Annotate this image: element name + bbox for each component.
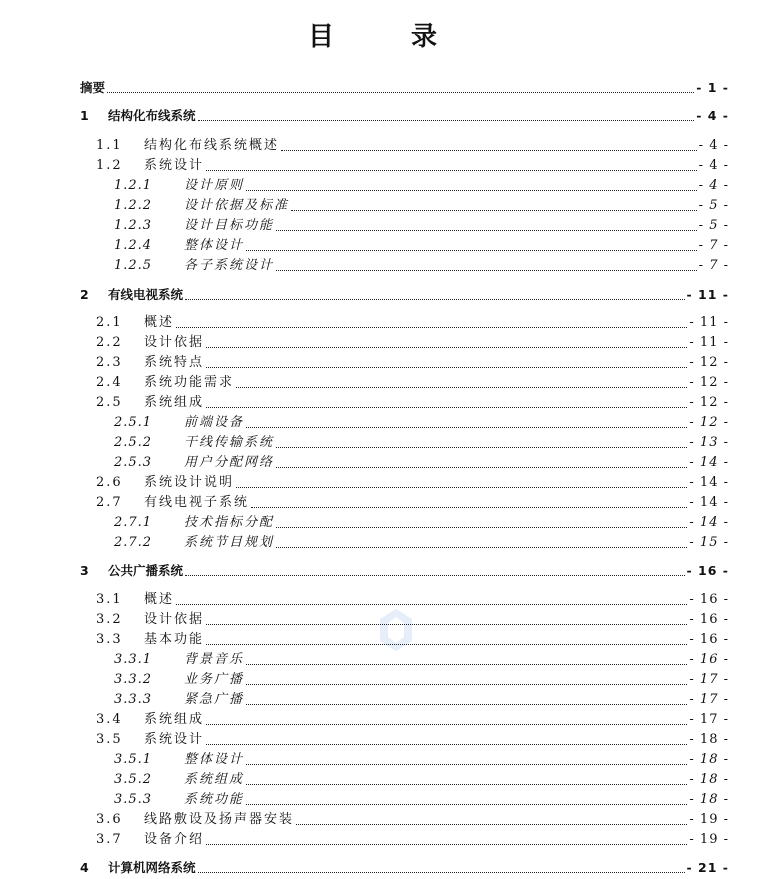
toc-entry-title: 系统功能需求 (144, 375, 235, 390)
toc-dot-leader (246, 764, 687, 765)
toc-entry-title: 用户分配网络 (184, 455, 275, 470)
toc-entry-number: 3.5.3 (114, 792, 153, 807)
toc-entry-page: - 11 - (689, 315, 729, 330)
toc-entry-page: - 14 - (689, 455, 729, 470)
toc-entry-number: 1.2.3 (114, 218, 153, 233)
toc-entry-page: - 7 - (698, 258, 729, 273)
toc-entry-number: 2.2 (96, 335, 123, 350)
toc-entry-page: - 4 - (698, 138, 729, 153)
toc-entry-page: - 4 - (698, 178, 729, 193)
toc-entry-number: 3.7 (96, 832, 123, 847)
toc-dot-leader (246, 784, 687, 785)
toc-entry-number: 3.6 (96, 812, 123, 827)
toc-entry-page: - 14 - (689, 495, 729, 510)
toc-entry-title: 设计依据及标准 (184, 198, 290, 213)
toc-entry[interactable] (96, 494, 729, 512)
toc-entry-number: 3.5 (96, 732, 123, 747)
toc-entry-title: 有线电视子系统 (144, 495, 250, 510)
toc-entry[interactable] (114, 791, 729, 809)
toc-dot-leader (246, 427, 687, 428)
toc-entry-page: - 12 - (689, 375, 729, 390)
toc-dot-leader (236, 487, 687, 488)
toc-entry[interactable] (114, 771, 729, 789)
toc-entry-number: 3.3 (96, 632, 123, 647)
toc-entry-number: 2.5.3 (114, 455, 153, 470)
toc-entry-page: - 5 - (698, 198, 729, 213)
toc-entry-page: - 16 - (689, 592, 729, 607)
toc-dot-leader (251, 507, 687, 508)
toc-entry-title: 设备介绍 (144, 832, 205, 847)
toc-entry-number: 3.1 (96, 592, 123, 607)
toc-entry-title: 设计依据 (144, 612, 205, 627)
toc-entry[interactable] (96, 137, 729, 155)
toc-entry-page: - 14 - (689, 475, 729, 490)
toc-entry-page: - 18 - (689, 732, 729, 747)
toc-dot-leader (276, 547, 687, 548)
toc-dot-leader (246, 664, 687, 665)
toc-entry-number: 2.3 (96, 355, 123, 370)
toc-dot-leader (176, 604, 687, 605)
toc-dot-leader (276, 447, 687, 448)
toc-entry[interactable] (96, 394, 729, 412)
toc-entry-page: - 17 - (689, 712, 729, 727)
toc-dot-leader (276, 527, 687, 528)
toc-entry[interactable] (114, 197, 729, 215)
toc-entry-page: - 1 - (696, 80, 729, 95)
toc-entry[interactable] (96, 354, 729, 372)
toc-entry-number: 1.2 (96, 158, 123, 173)
toc-entry-title: 前端设备 (184, 415, 245, 430)
toc-entry[interactable] (114, 691, 729, 709)
toc-entry[interactable] (114, 751, 729, 769)
toc-dot-leader (107, 92, 694, 93)
toc-dot-leader (246, 804, 687, 805)
toc-dot-leader (276, 467, 687, 468)
toc-entry-number: 1.2.1 (114, 178, 153, 193)
toc-dot-leader (281, 150, 697, 151)
toc-entry-number: 1.1 (96, 138, 123, 153)
toc-entry-title: 系统组成 (144, 712, 205, 727)
toc-entry-title: 结构化布线系统概述 (144, 138, 280, 153)
toc-entry[interactable] (96, 334, 729, 352)
toc-entry-page: - 18 - (689, 772, 729, 787)
toc-entry-title: 设计目标功能 (184, 218, 275, 233)
toc-entry-title: 设计依据 (144, 335, 205, 350)
toc-entry-title: 整体设计 (184, 752, 245, 767)
toc-entry[interactable] (114, 177, 729, 195)
toc-entry-number: 1.2.4 (114, 238, 153, 253)
toc-entry-title: 有线电视系统 (108, 287, 184, 302)
toc-dot-leader (206, 367, 687, 368)
toc-entry-number: 2 (80, 287, 89, 302)
toc-entry[interactable] (96, 831, 729, 849)
toc-dot-leader (206, 347, 687, 348)
toc-entry-title: 线路敷设及扬声器安装 (144, 812, 295, 827)
toc-entry-page: - 12 - (689, 395, 729, 410)
toc-dot-leader (276, 270, 697, 271)
toc-entry-title: 业务广播 (184, 672, 245, 687)
toc-entry-number: 4 (80, 860, 89, 875)
toc-entry[interactable] (96, 731, 729, 749)
toc-entry-number: 1 (80, 108, 89, 123)
toc-dot-leader (236, 387, 687, 388)
toc-entry[interactable] (80, 107, 729, 125)
toc-entry-number: 1.2.2 (114, 198, 153, 213)
toc-entry[interactable] (80, 286, 729, 304)
toc-dot-leader (206, 407, 687, 408)
toc-dot-leader (206, 644, 687, 645)
toc-entry[interactable] (114, 414, 729, 432)
toc-entry-number: 2.5 (96, 395, 123, 410)
toc-entry-number: 2.7.1 (114, 515, 153, 530)
toc-entry-page: - 16 - (689, 612, 729, 627)
toc-dot-leader (206, 170, 697, 171)
toc-entry-number: 3.2 (96, 612, 123, 627)
toc-entry-number: 3 (80, 563, 89, 578)
toc-entry[interactable] (114, 534, 729, 552)
toc-entry-page: - 11 - (686, 287, 729, 302)
toc-dot-leader (198, 872, 685, 873)
toc-dot-leader (206, 724, 687, 725)
toc-entry-page: - 18 - (689, 752, 729, 767)
toc-entry[interactable] (114, 217, 729, 235)
toc-entry-number: 3.3.1 (114, 652, 153, 667)
toc-entry-title: 设计原则 (184, 178, 245, 193)
toc-entry-title: 系统设计 (144, 158, 205, 173)
toc-entry-number: 3.3.3 (114, 692, 153, 707)
toc-entry-number: 3.5.1 (114, 752, 153, 767)
toc-dot-leader (246, 190, 697, 191)
toc-entry-page: - 16 - (686, 563, 729, 578)
toc-entry-number: 3.3.2 (114, 672, 153, 687)
toc-entry-page: - 18 - (689, 792, 729, 807)
toc-entry-number: 2.5.1 (114, 415, 153, 430)
toc-entry-page: - 15 - (689, 535, 729, 550)
toc-entry-number: 2.5.2 (114, 435, 153, 450)
toc-entry-page: - 12 - (689, 355, 729, 370)
toc-entry-title: 技术指标分配 (184, 515, 275, 530)
toc-dot-leader (246, 684, 687, 685)
toc-entry-page: - 4 - (698, 158, 729, 173)
toc-entry-title: 干线传输系统 (184, 435, 275, 450)
toc-entry-number: 3.4 (96, 712, 123, 727)
toc-entry-page: - 17 - (689, 672, 729, 687)
toc-entry[interactable] (96, 374, 729, 392)
toc-entry[interactable] (96, 314, 729, 332)
page-title: 目 录 (307, 22, 472, 52)
toc-entry-page: - 14 - (689, 515, 729, 530)
toc-entry-number: 3.5.2 (114, 772, 153, 787)
toc-entry[interactable] (114, 257, 729, 275)
toc-entry[interactable] (96, 811, 729, 829)
toc-entry-title: 各子系统设计 (184, 258, 275, 273)
toc-dot-leader (206, 744, 687, 745)
toc-entry[interactable] (96, 631, 729, 649)
toc-entry-title: 系统组成 (144, 395, 205, 410)
toc-entry[interactable] (96, 474, 729, 492)
toc-entry[interactable] (114, 454, 729, 472)
toc-dot-leader (206, 844, 687, 845)
toc-entry-title: 结构化布线系统 (108, 108, 196, 123)
toc-dot-leader (246, 704, 687, 705)
toc-entry-number: 2.6 (96, 475, 123, 490)
toc-entry[interactable] (80, 562, 729, 580)
toc-dot-leader (276, 230, 697, 231)
toc-dot-leader (206, 624, 687, 625)
toc-entry[interactable] (114, 651, 729, 669)
toc-dot-leader (291, 210, 697, 211)
toc-entry-title: 系统设计 (144, 732, 205, 747)
toc-entry-title: 计算机网络系统 (108, 860, 196, 875)
toc-entry-page: - 13 - (689, 435, 729, 450)
toc-entry[interactable] (96, 711, 729, 729)
toc-entry[interactable] (114, 514, 729, 532)
toc-entry-page: - 16 - (689, 652, 729, 667)
toc-dot-leader (185, 299, 685, 300)
toc-entry-title: 系统特点 (144, 355, 205, 370)
toc-entry-title: 摘要 (80, 80, 106, 95)
toc-entry-page: - 12 - (689, 415, 729, 430)
toc-entry-number: 2.7 (96, 495, 123, 510)
toc-entry-title: 系统节目规划 (184, 535, 275, 550)
toc-entry-title: 基本功能 (144, 632, 205, 647)
toc-dot-leader (246, 250, 697, 251)
toc-dot-leader (176, 327, 687, 328)
toc-entry[interactable] (80, 859, 729, 877)
toc-dot-leader (296, 824, 687, 825)
toc-entry-title: 系统组成 (184, 772, 245, 787)
toc-entry-title: 系统设计说明 (144, 475, 235, 490)
toc-entry[interactable] (96, 611, 729, 629)
toc-entry-page: - 7 - (698, 238, 729, 253)
toc-entry-page: - 11 - (689, 335, 729, 350)
toc-entry-title: 概述 (144, 592, 175, 607)
toc-entry[interactable] (96, 157, 729, 175)
toc-entry-title: 概述 (144, 315, 175, 330)
toc-entry[interactable] (114, 671, 729, 689)
toc-entry-page: - 5 - (698, 218, 729, 233)
toc-entry-page: - 21 - (686, 860, 729, 875)
toc-entry-title: 公共广播系统 (108, 563, 184, 578)
toc-entry-title: 系统功能 (184, 792, 245, 807)
toc-entry[interactable] (114, 237, 729, 255)
toc-entry-number: 1.2.5 (114, 258, 153, 273)
toc-entry[interactable] (80, 79, 729, 97)
toc-entry-page: - 17 - (689, 692, 729, 707)
toc-dot-leader (185, 575, 685, 576)
toc-entry-page: - 4 - (696, 108, 729, 123)
toc-entry-page: - 19 - (689, 812, 729, 827)
toc-entry-number: 2.1 (96, 315, 123, 330)
toc-entry-title: 整体设计 (184, 238, 245, 253)
toc-entry[interactable] (96, 591, 729, 609)
toc-entry[interactable] (114, 434, 729, 452)
toc-entry-title: 紧急广播 (184, 692, 245, 707)
toc-entry-page: - 19 - (689, 832, 729, 847)
toc-entry-page: - 16 - (689, 632, 729, 647)
toc-entry-title: 背景音乐 (184, 652, 245, 667)
toc-dot-leader (198, 120, 695, 121)
toc-entry-number: 2.7.2 (114, 535, 153, 550)
toc-entry-number: 2.4 (96, 375, 123, 390)
